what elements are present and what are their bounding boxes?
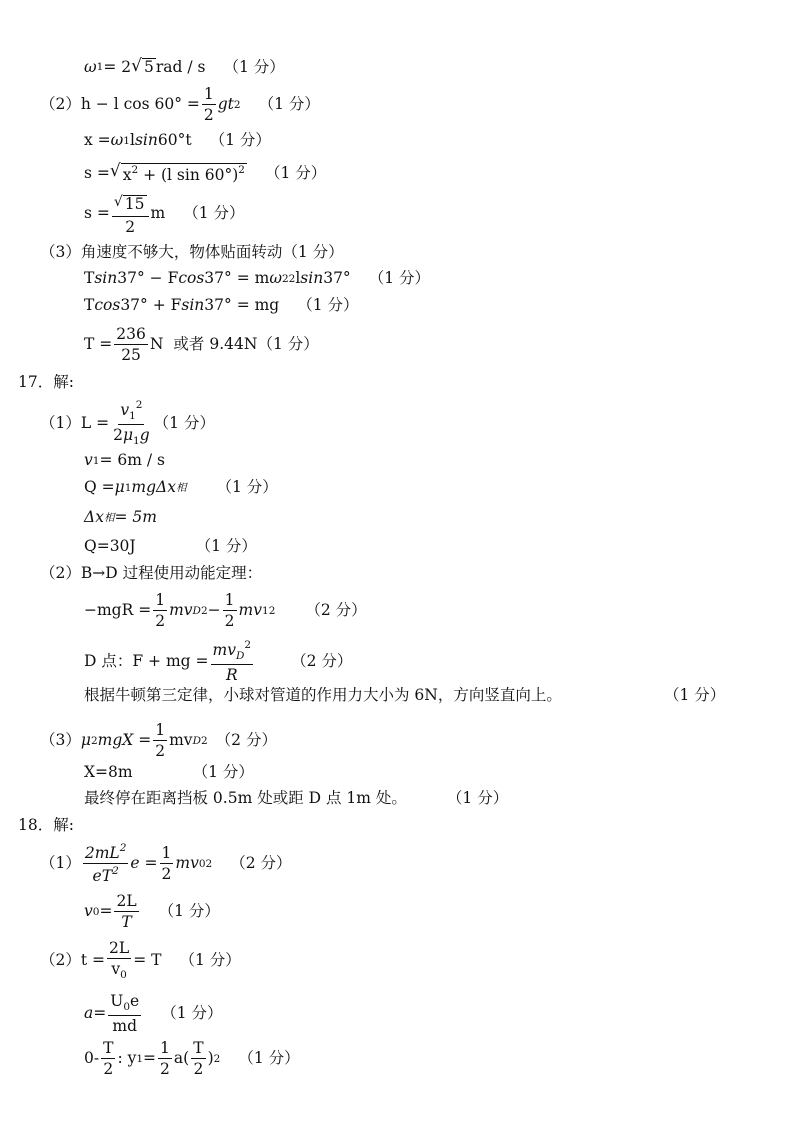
score: （1 分）	[179, 950, 241, 969]
q17-heading: 17．解:	[18, 373, 74, 391]
q17-part3-line1: （3） μ 2 mgX = $\frac{1}{2}$ mv D 2 （2 分）	[40, 721, 277, 761]
score: （2 分）	[215, 731, 277, 750]
fraction: $\frac{2L}{T}$	[116, 892, 137, 932]
score: （1 分）	[183, 204, 245, 223]
fraction: $\frac{T}{2}$	[103, 1039, 114, 1079]
q17-part2-line3: D 点： F + mg = $\frac{mv_D^2}{R}$ （2 分）	[84, 639, 353, 685]
sqrt: √ 5	[131, 56, 154, 76]
sqrt: √ $x^2 + (l$ sin 60°)$^2$	[109, 161, 245, 184]
fraction: $\frac{1}{2}$	[161, 844, 172, 884]
fraction: $\frac{2mL^2}{eT^2}$	[84, 842, 127, 886]
fraction: $\frac{1}{2}$	[155, 591, 166, 631]
score: （1 分）	[446, 789, 509, 807]
fraction: $\frac{236}{25}$	[116, 325, 146, 365]
score: （1 分）	[264, 164, 327, 183]
q17-part1-line1: （1） L = $\frac{v_1^2}{2\mu_1g}$ （1 分）	[40, 399, 215, 448]
q16-part3-line3: T cos 37° + F sin 37° = mg （1 分）	[84, 296, 359, 314]
q17-part3-line2: X=8m （1 分）	[84, 763, 254, 781]
q18-part2-line3: 0- $\frac{T}{2}$ : y 1 = $\frac{1}{2}$ a( $\frac{T}{2}$ ) 2 （1 分）	[84, 1039, 300, 1079]
q16-omega1-line: ω 1 = 2 √ 5 rad / s （1 分）	[84, 56, 285, 76]
score: （1 分）	[368, 269, 430, 287]
q17-part1-line2: v 1 = 6m / s	[84, 451, 165, 469]
q17-part2-line1: （2） B→D 过程使用动能定理：	[40, 564, 263, 582]
q16-part2-line2: x = ω 1 l sin 60°t （1 分）	[84, 131, 271, 149]
q17-part1-line5: Q=30J （1 分）	[84, 537, 257, 555]
q16-part2-line3: s = √ $x^2 + (l$ sin 60°)$^2$ （1 分）	[84, 161, 327, 184]
fraction: $\frac{T}{2}$	[193, 1039, 204, 1079]
score: （1 分）	[282, 243, 344, 261]
q16-part3-line4: T = $\frac{236}{25}$ N 或者 9.44N （1 分）	[84, 325, 319, 365]
fraction: $\frac{2L}{v_0}$	[109, 939, 130, 982]
omega-symbol: ω	[84, 57, 97, 76]
score: （1 分）	[257, 335, 319, 354]
q16-part2-line1: （2） h − l cos 60° = $\frac{1}{2}$ gt 2 （1 分）	[40, 85, 320, 125]
q17-part1-line4: Δx 相 = 5m	[84, 508, 157, 526]
score: （2 分）	[291, 651, 353, 670]
q17-part3-line3: 最终停在距离挡板 0.5m 处或距 D 点 1m 处。 （1 分）	[84, 789, 509, 807]
q17-part2-line4: 根据牛顿第三定律，小球对管道的作用力大小为 6N，方向竖直向上。	[84, 686, 562, 704]
score: （1 分）	[161, 1003, 223, 1022]
fraction: $\frac{1}{2}$	[160, 1039, 170, 1079]
score: （1 分）	[209, 131, 271, 149]
score: （1 分）	[153, 413, 215, 432]
score: （1 分）	[192, 763, 254, 781]
q18-heading: 18．解:	[18, 816, 74, 834]
q16-part2-line4: s = √ 15 2 m （1 分）	[84, 194, 245, 236]
fraction: $\frac{U_0e}{md}$	[110, 992, 140, 1036]
fraction: $\frac{1}{2}$	[155, 721, 166, 761]
score: （1 分）	[223, 57, 285, 76]
score: （1 分）	[158, 902, 220, 921]
fraction: $\frac{v_1^2}{2\mu_1g}$	[113, 399, 150, 448]
score: （1 分）	[664, 686, 726, 704]
fraction: $\frac{1}{2}$	[224, 591, 235, 631]
q16-part3-line1: （3） 角速度不够大，物体贴面转动 （1 分）	[40, 243, 344, 261]
q18-part2-line2: a = $\frac{U_0e}{md}$ （1 分）	[84, 992, 223, 1036]
fraction: √ 15 2	[112, 193, 149, 235]
fraction: $\frac{mv_D^2}{R}$	[212, 639, 252, 685]
q18-part2-line1: （2） t = $\frac{2L}{v_0}$ = T （1 分）	[40, 939, 241, 982]
score: （1 分）	[258, 95, 320, 114]
q17-part2-line2: −mgR = $\frac{1}{2}$ mv D 2 − $\frac{1}{2}$ mv 1 2 （2 分）	[84, 591, 367, 631]
q18-part1-line2: v 0 = $\frac{2L}{T}$ （1 分）	[84, 892, 220, 932]
score: （1 分）	[195, 537, 257, 555]
score: （1 分）	[216, 478, 278, 496]
q18-part1-line1: （1） $\frac{2mL^2}{eT^2}$ e = $\frac{1}{2}$ mv 0 2 （2 分）	[40, 842, 292, 886]
score: （2 分）	[230, 854, 292, 873]
score: （1 分）	[238, 1049, 300, 1068]
score: （2 分）	[305, 601, 367, 620]
fraction: $\frac{1}{2}$	[203, 85, 214, 125]
q17-part1-line3: Q = μ 1 mg Δx 相 （1 分）	[84, 478, 278, 496]
score: （1 分）	[297, 296, 359, 314]
q16-part3-line2: T sin 37° − F cos 37° = m ω 2 2 l sin 37° （1 分）	[84, 269, 430, 287]
